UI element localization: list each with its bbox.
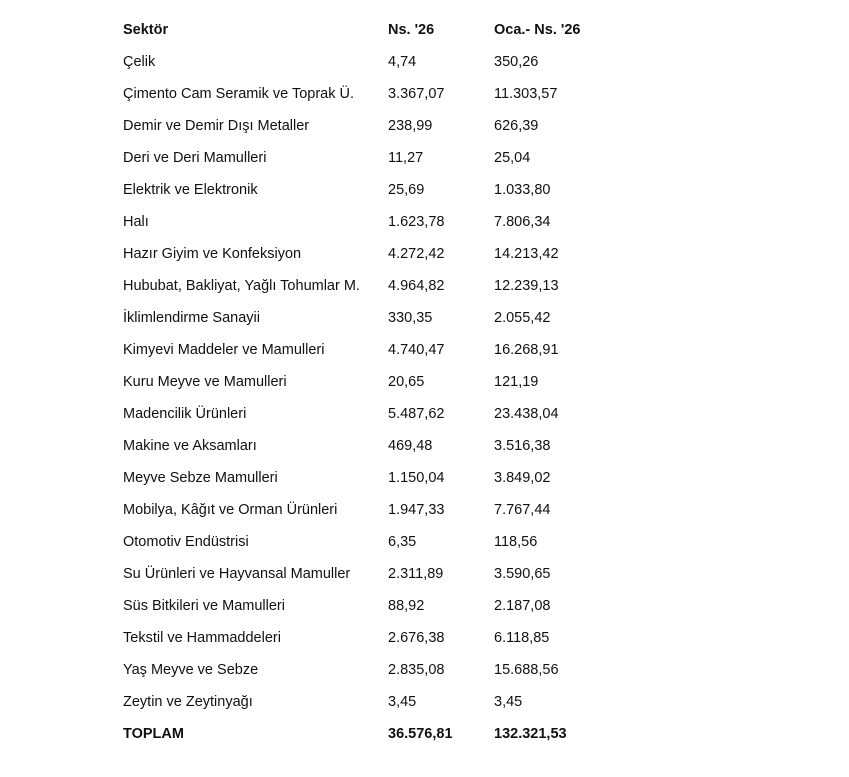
row-sector: Kuru Meyve ve Mamulleri [123, 374, 287, 390]
row-col1: 3.367,07 [388, 86, 445, 102]
row-col2: 350,26 [494, 54, 539, 70]
row-sector: Madencilik Ürünleri [123, 406, 247, 422]
row-sector: Mobilya, Kâğıt ve Orman Ürünleri [123, 502, 338, 518]
row-col2: 2.055,42 [494, 310, 551, 326]
row-col2: 15.688,56 [494, 662, 559, 678]
row-col2: 7.767,44 [494, 502, 551, 518]
row-sector: Hububat, Bakliyat, Yağlı Tohumlar M. [123, 278, 360, 294]
row-col1: 330,35 [388, 310, 433, 326]
row-col2: 11.303,57 [494, 86, 558, 102]
row-col2: 7.806,34 [494, 214, 551, 230]
row-sector: Kimyevi Maddeler ve Mamulleri [123, 342, 325, 358]
row-col1: 5.487,62 [388, 406, 445, 422]
row-sector: Makine ve Aksamları [123, 438, 257, 454]
row-col1: 2.835,08 [388, 662, 445, 678]
row-col2: 3.849,02 [494, 470, 551, 486]
row-col2: 16.268,91 [494, 342, 559, 358]
row-col1: 1.947,33 [388, 502, 445, 518]
row-col2: 3.590,65 [494, 566, 551, 582]
row-col2: 25,04 [494, 150, 531, 166]
total-col1: 36.576,81 [388, 726, 453, 742]
table-row [123, 206, 623, 238]
row-col2: 23.438,04 [494, 406, 559, 422]
total-col2: 132.321,53 [494, 726, 567, 742]
table-row [123, 366, 623, 398]
row-col1: 1.623,78 [388, 214, 445, 230]
table-row [123, 654, 623, 686]
row-col1: 3,45 [388, 694, 417, 710]
table-row [123, 622, 623, 654]
table-row [123, 334, 623, 366]
header-col2: Oca.- Ns. '26 [494, 22, 581, 38]
row-col1: 1.150,04 [388, 470, 445, 486]
row-col2: 14.213,42 [494, 246, 559, 262]
row-col2: 2.187,08 [494, 598, 551, 614]
table-total-row [123, 718, 623, 750]
table-row [123, 46, 623, 78]
row-sector: Halı [123, 214, 149, 230]
header-col1: Ns. '26 [388, 22, 435, 38]
table-row [123, 110, 623, 142]
row-sector: Deri ve Deri Mamulleri [123, 150, 267, 166]
row-col1: 238,99 [388, 118, 433, 134]
table-row [123, 430, 623, 462]
row-col1: 4.272,42 [388, 246, 445, 262]
row-sector: Süs Bitkileri ve Mamulleri [123, 598, 285, 614]
total-label: TOPLAM [123, 726, 184, 742]
row-sector: Demir ve Demir Dışı Metaller [123, 118, 310, 134]
row-sector: Otomotiv Endüstrisi [123, 534, 249, 550]
row-col1: 20,65 [388, 374, 425, 390]
row-col2: 1.033,80 [494, 182, 551, 198]
row-col2: 12.239,13 [494, 278, 559, 294]
row-col1: 469,48 [388, 438, 433, 454]
row-col1: 25,69 [388, 182, 425, 198]
table-header [123, 14, 623, 46]
row-col1: 4.740,47 [388, 342, 445, 358]
table-row [123, 302, 623, 334]
row-col1: 88,92 [388, 598, 425, 614]
table-row [123, 174, 623, 206]
row-col1: 11,27 [388, 150, 424, 166]
table-row [123, 494, 623, 526]
row-col1: 4,74 [388, 54, 417, 70]
table-row [123, 590, 623, 622]
row-sector: Hazır Giyim ve Konfeksiyon [123, 246, 302, 262]
table-row [123, 78, 623, 110]
row-col1: 4.964,82 [388, 278, 445, 294]
table-row [123, 558, 623, 590]
sector-table [123, 14, 623, 750]
row-sector: Zeytin ve Zeytinyağı [123, 694, 253, 710]
table-row [123, 270, 623, 302]
table-row [123, 142, 623, 174]
row-sector: Yaş Meyve ve Sebze [123, 662, 259, 678]
table-row [123, 686, 623, 718]
row-col2: 121,19 [494, 374, 539, 390]
table-body [123, 46, 623, 718]
row-sector: Meyve Sebze Mamulleri [123, 470, 278, 486]
table-row [123, 398, 623, 430]
table-row [123, 526, 623, 558]
row-col2: 118,56 [494, 534, 538, 550]
row-sector: Çimento Cam Seramik ve Toprak Ü. [123, 86, 355, 102]
row-sector: Tekstil ve Hammaddeleri [123, 630, 281, 646]
row-col2: 6.118,85 [494, 630, 550, 646]
row-sector: Su Ürünleri ve Hayvansal Mamuller [123, 566, 351, 582]
row-sector: Çelik [123, 54, 156, 70]
row-col2: 3,45 [494, 694, 523, 710]
table-row [123, 462, 623, 494]
row-col1: 2.676,38 [388, 630, 445, 646]
row-col2: 3.516,38 [494, 438, 551, 454]
row-sector: İklimlendirme Sanayii [123, 310, 260, 326]
row-sector: Elektrik ve Elektronik [123, 182, 258, 198]
table-row [123, 238, 623, 270]
row-col2: 626,39 [494, 118, 539, 134]
header-sector: Sektör [123, 22, 169, 38]
row-col1: 2.311,89 [388, 566, 444, 582]
row-col1: 6,35 [388, 534, 417, 550]
